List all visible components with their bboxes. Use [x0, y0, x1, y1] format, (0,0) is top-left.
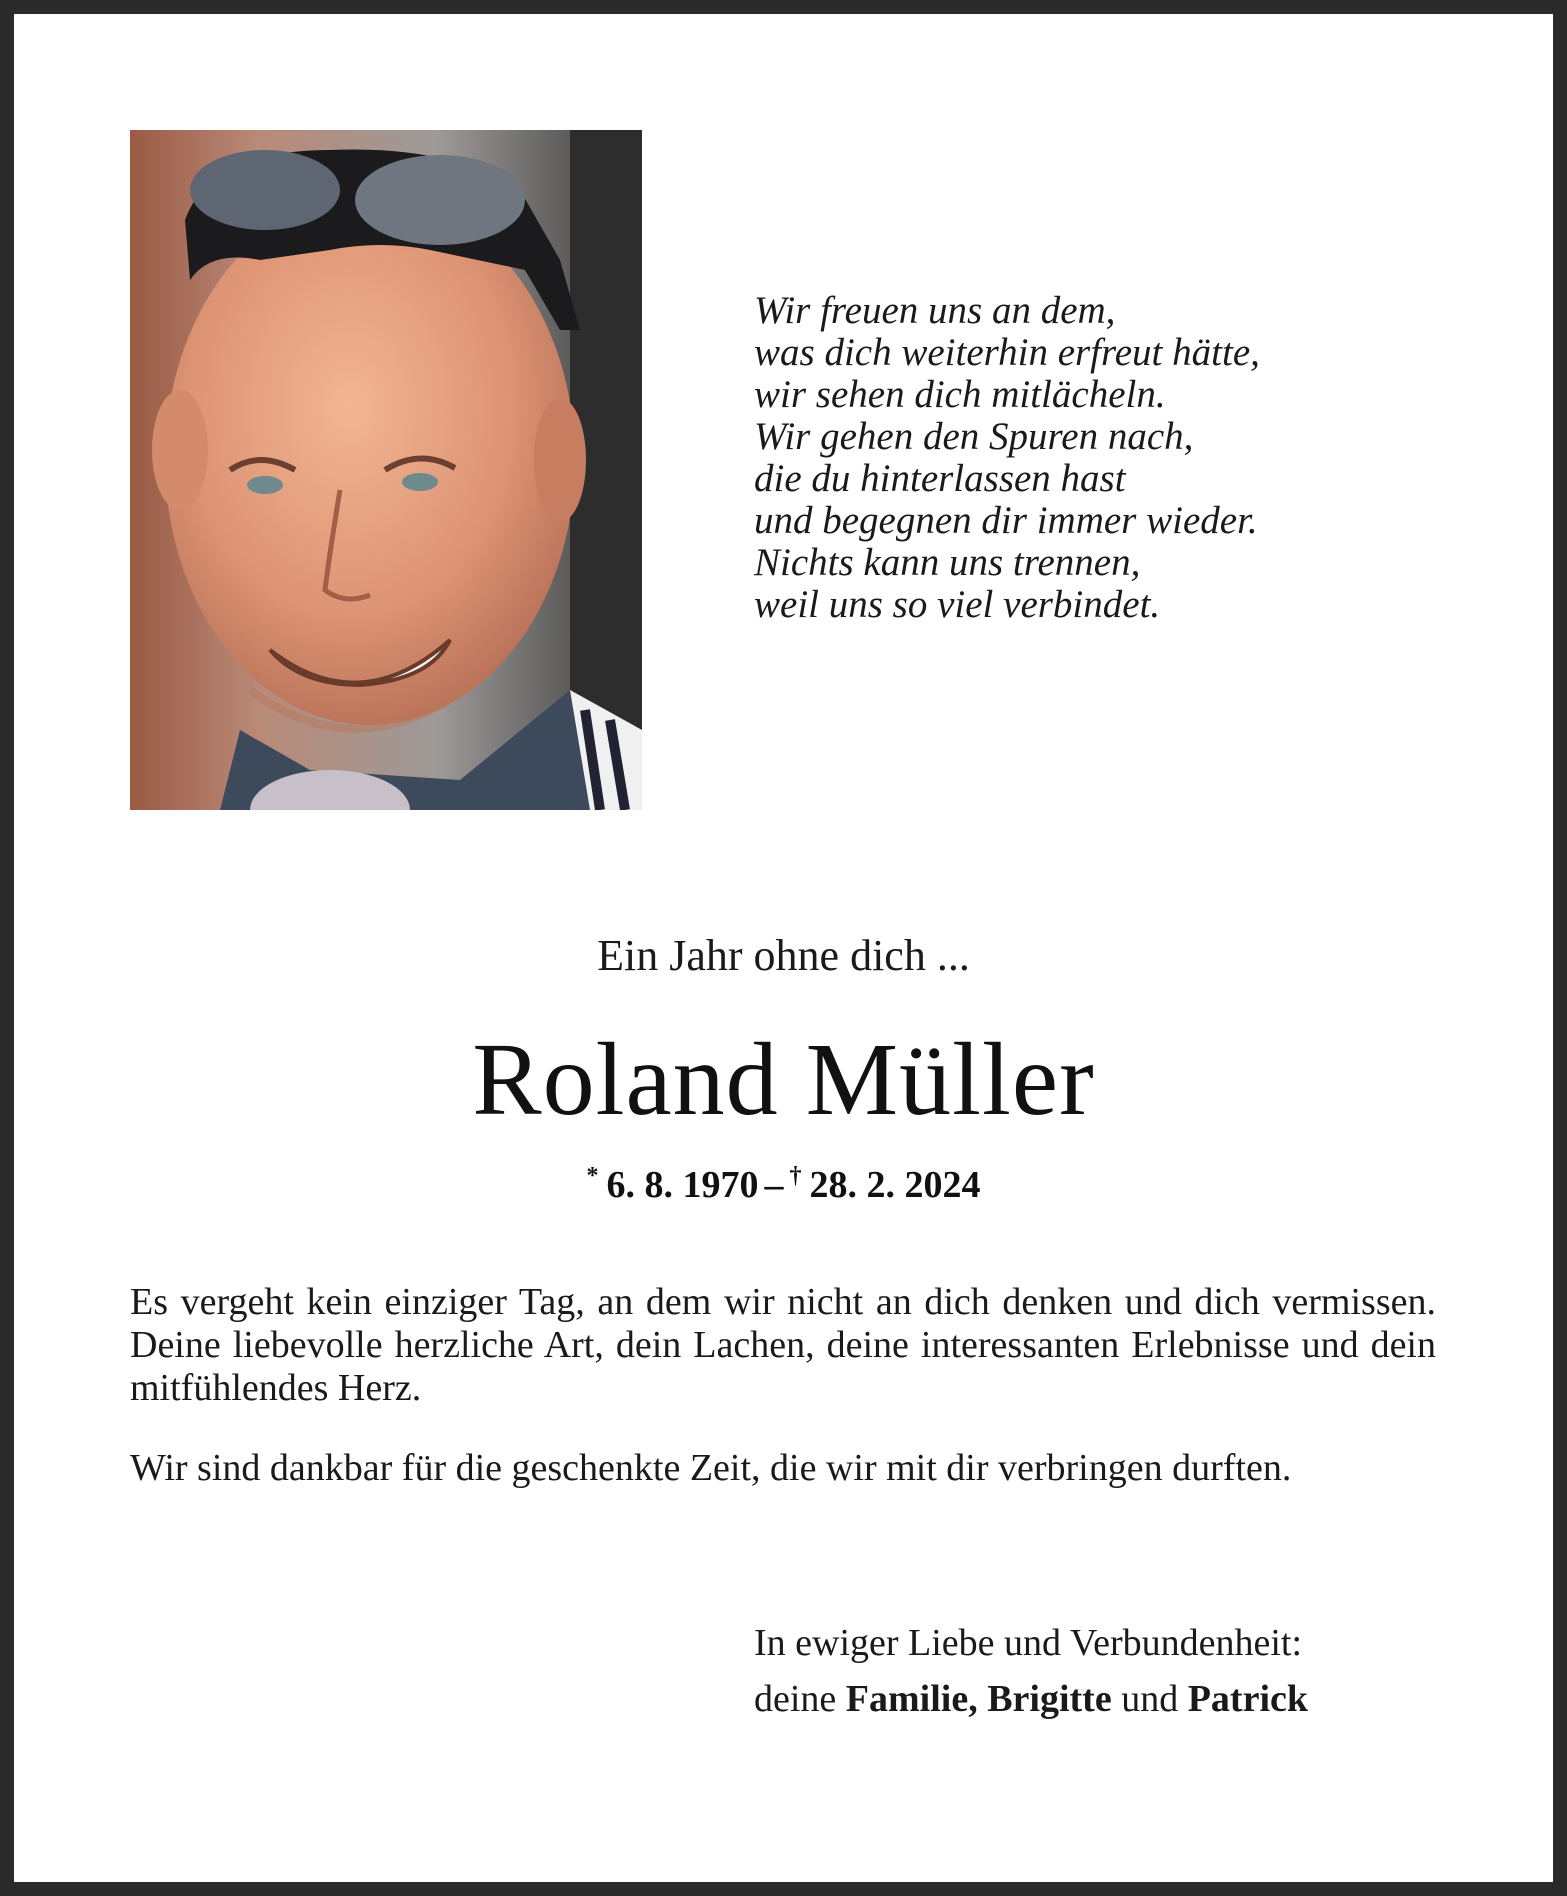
date-dash: –: [764, 1164, 784, 1206]
portrait-photo: [130, 130, 642, 810]
poem-line: Wir gehen den Spuren nach,: [754, 415, 1194, 458]
signature-family: Familie, Brigitte: [845, 1678, 1112, 1720]
signature-block: [754, 1615, 1494, 1727]
deceased-name: Roland Müller: [472, 1022, 1095, 1137]
birth-date: 6. 8. 1970: [606, 1164, 759, 1206]
body-paragraph-1: Es vergeht kein einziger Tag, an dem wir nicht an dich denken und dich vermissen. Deine liebevolle herzliche Art, dein Lachen, deine interessanten Erlebnisse und dein mitfühlendes Herz.: [130, 1281, 1436, 1409]
portrait-illustration: [130, 130, 642, 810]
poem-line: und begegnen dir immer wieder.: [754, 499, 1258, 542]
poem-line: die du hinterlassen hast: [754, 457, 1126, 500]
signature-joiner: und: [1121, 1678, 1179, 1720]
signature-patrick: Patrick: [1187, 1678, 1309, 1720]
signature-prefix: deine: [754, 1678, 837, 1720]
poem-line: was dich weiterhin erfreut hätte,: [754, 331, 1260, 374]
signature-intro: In ewiger Liebe und Verbundenheit:: [754, 1622, 1303, 1664]
poem-line: wir sehen dich mitlächeln.: [754, 373, 1166, 416]
poem-line: weil uns so viel verbindet.: [754, 583, 1161, 626]
poem-line: Nichts kann uns trennen,: [754, 541, 1141, 584]
death-date: 28. 2. 2024: [809, 1164, 981, 1206]
birth-symbol: *: [586, 1163, 599, 1189]
signature-names: [754, 1671, 1494, 1727]
poem: [754, 290, 1454, 626]
death-symbol: †: [789, 1163, 802, 1189]
poem-line: Wir freuen uns an dem,: [754, 289, 1116, 332]
life-dates: [14, 1152, 1553, 1209]
body-paragraph-2: Wir sind dankbar für die geschenkte Zeit, die wir mit dir verbringen durften.: [130, 1447, 1292, 1489]
subtitle: Ein Jahr ohne dich ...: [597, 931, 970, 980]
